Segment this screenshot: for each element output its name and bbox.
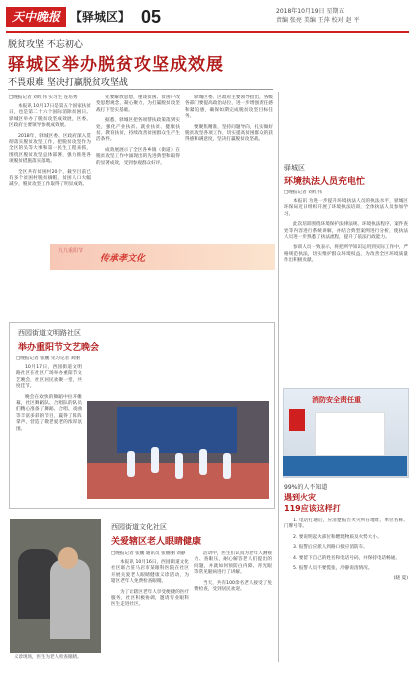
story-a-body	[16, 356, 82, 502]
story-b-paragraph: 为了让辖区老年人享受便捷的医疗服务，社区积极协调，邀请专业眼科医生走进社区。	[111, 589, 189, 608]
flag-graphic	[289, 409, 305, 431]
story-b-column-1	[111, 551, 189, 659]
lead-paragraph: 全区共有贫困村20个，截至目前已有多个贫困村脱贫摘帽，贫困人口大幅减少，脱贫攻坚工作取得了明显成效。	[9, 169, 91, 188]
tips-list	[284, 518, 408, 663]
story-b-paragraph: 本报讯 10月16日，西园街道文化社区联合驻马店市某眼科医院在社区开展关爱老人眼睛健康义诊活动，为辖区老年人免费检查眼睛。	[111, 560, 189, 585]
stage-performance-photo	[87, 401, 269, 499]
dancer-figure	[151, 447, 159, 473]
sidebar-paragraph: 参训人员一致表示，将把所学知识运用到实际工作中，严格规范执法，切实维护群众环境权益，为改善全区环境质量作出积极贡献。	[284, 245, 408, 264]
story-a-paragraph: 10月17日，西园街道文明路社区在社区广场举办重阳节文艺晚会，社区居民欢聚一堂，共度佳节。	[16, 365, 82, 390]
masthead-rule	[6, 31, 409, 33]
tips-item: 2. 要说明起火部位和燃烧物质及火势大小。	[293, 534, 382, 540]
sidebar-kicker: 驿城区	[284, 164, 305, 172]
story-a-byline: □晚报记者 张鹏 见习记者 刘丽	[16, 356, 80, 361]
lead-kicker: 脱贫攻坚 不忘初心	[8, 40, 83, 50]
date-block	[276, 7, 359, 25]
eye-checkup-photo	[10, 519, 101, 653]
face-shape	[58, 547, 78, 569]
headline-rule	[8, 89, 273, 90]
ad-strip	[283, 456, 407, 476]
sidebar-body	[284, 190, 408, 382]
story-a-title: 举办重阳节文艺晚会	[18, 343, 100, 353]
lead-paragraph: 先要解放思想，重谈贫困、贫困户改变思想观念，凝心聚力，为打赢脱贫攻坚战打下坚实基础。	[96, 95, 180, 113]
ad-title: 消防安全责任重	[312, 396, 361, 404]
lead-paragraph: 本报讯 10月17日是第五个国家扶贫日，也是第二十六个国际消除贫困日。驿城区举办了脱贫攻坚成效展，区委、区政府主要领导参观成效展。	[9, 104, 91, 129]
dancer-figure	[175, 453, 183, 479]
tips-footer: (晓 夏)	[393, 576, 408, 582]
sidebar-paragraph: 此次培训围绕环境保护法律法规、环境执法程序、案件查处等内容进行系统讲解，并结合典型案例进行分析，使执法人员进一步熟悉了执法流程，提升了依法行政能力。	[284, 222, 408, 241]
story-a-kicker: 西园街道文明路社区	[18, 329, 81, 337]
lead-headline: 驿城区举办脱贫攻坚成效展	[8, 55, 224, 75]
story-b-kicker: 西园街道文化社区	[111, 523, 167, 531]
lead-column-3	[185, 95, 273, 240]
lead-paragraph: 2018年，驿城区委、区政府深入贯彻落实脱贫攻坚工作，把脱贫攻坚作为全区的头等大事和第一民生工程来抓，围绕区脱贫攻坚总体部署，强力推进各项脱贫措施落实落地。	[9, 133, 91, 165]
editor-credits: 责编 张亮 美编 王萍 校对 赵 平	[276, 17, 360, 24]
lead-paragraph: 要聚焦精准，坚持问题导向，扎实做好脱贫攻坚各项工作，切实提高贫困群众的获得感和满意度，坚决打赢脱贫攻坚战。	[185, 124, 273, 143]
tips-item: 1. 电话打通后，应清楚报告火灾所在地址、单位名称、门牌号等。	[284, 518, 408, 530]
section-name: 【驿城区】	[70, 10, 131, 24]
sidebar-title: 环境执法人员充电忙	[284, 177, 366, 187]
tips-title: 遇到火灾 119应该这样打	[284, 493, 341, 513]
masthead	[6, 5, 409, 31]
story-b-byline: □晚报记者 张鹏 通讯员 张丽丽 刘静	[111, 551, 186, 556]
dancer-figure	[127, 451, 135, 477]
story-a-paragraph: 晚会在欢快的舞蹈中拉开帷幕，社区舞蹈队、合唱队的队员们精心准备了舞蹈、合唱、戏曲等丰富多彩的节目，赢得了阵阵掌声，营造了敬老爱老的浓厚氛围。	[16, 394, 82, 432]
page-number: 05	[141, 7, 162, 27]
tips-item: 5. 报警人员不要慌张，冷静说清情况。	[293, 566, 373, 572]
lead-paragraph: 成效展展示了全区各乡镇（街道）在脱贫攻坚工作中涌现出的先进典型和取得的显著成效，受到参观群众好评。	[96, 147, 180, 166]
banner-title: 传承孝文化	[100, 254, 146, 264]
stage-screen	[117, 407, 237, 453]
lead-column-2	[96, 95, 180, 240]
elderly-figure	[50, 559, 90, 639]
newspaper-logo: 天中晚报	[6, 7, 66, 27]
lead-paragraph: 据悉，驿城区把各项帮扶政策落到实处，强化产业扶贫、就业扶贫、健康扶贫、教育扶贫，持续改善贫困群众生产生活条件。	[96, 118, 180, 143]
column-divider	[278, 92, 279, 662]
story-b-title: 关爱辖区老人眼睛健康	[111, 537, 202, 547]
issue-date: 2018年10月19日 星期五	[276, 8, 345, 15]
tips-item: 3. 报警后应派人到路口接应消防车。	[293, 545, 368, 551]
lead-subhead: 不畏艰难 坚决打赢脱贫攻坚战	[8, 78, 128, 88]
photo-caption: 义诊现场，医生为老人检查眼睛。	[14, 655, 82, 660]
ad-card	[315, 412, 385, 456]
tips-kicker: 99%的人不知道	[284, 484, 328, 491]
banner-subtitle: 九九重阳节	[58, 248, 84, 254]
lead-byline: □晚报记者 刘红伟 实习生 连培秀	[9, 95, 78, 100]
sidebar-paragraph: 本报讯 为进一步提升环境执法人员的执法水平，驿城区环保局近日组织开展了环境执法培训，全体执法人员参加学习。	[284, 199, 408, 217]
lead-column-1	[9, 95, 91, 240]
story-b-paragraph: 活动中，医生们认真为老年人测视力、查眼压，耐心解答老人们提出的问题，并就如何预防白内障、青光眼等常见眼病进行了讲解。	[194, 551, 272, 576]
dancer-figure	[199, 449, 207, 475]
lead-paragraph: 驿城区委、区政府主要领导指出，各级各部门要提高政治站位，进一步增强责任感和紧迫感，确保如期完成脱贫攻坚目标任务。	[185, 95, 273, 120]
tips-item: 4. 要留下自己的姓名和电话号码，并保持电话畅通。	[293, 555, 400, 561]
sidebar-byline: □晚报记者 刘红伟	[284, 190, 322, 195]
dancer-figure	[223, 453, 231, 479]
story-b-paragraph: 当天，共有100余名老人接受了免费检查，受到居民欢迎。	[194, 580, 272, 593]
festival-banner	[50, 244, 275, 270]
story-b-column-2	[194, 551, 272, 659]
